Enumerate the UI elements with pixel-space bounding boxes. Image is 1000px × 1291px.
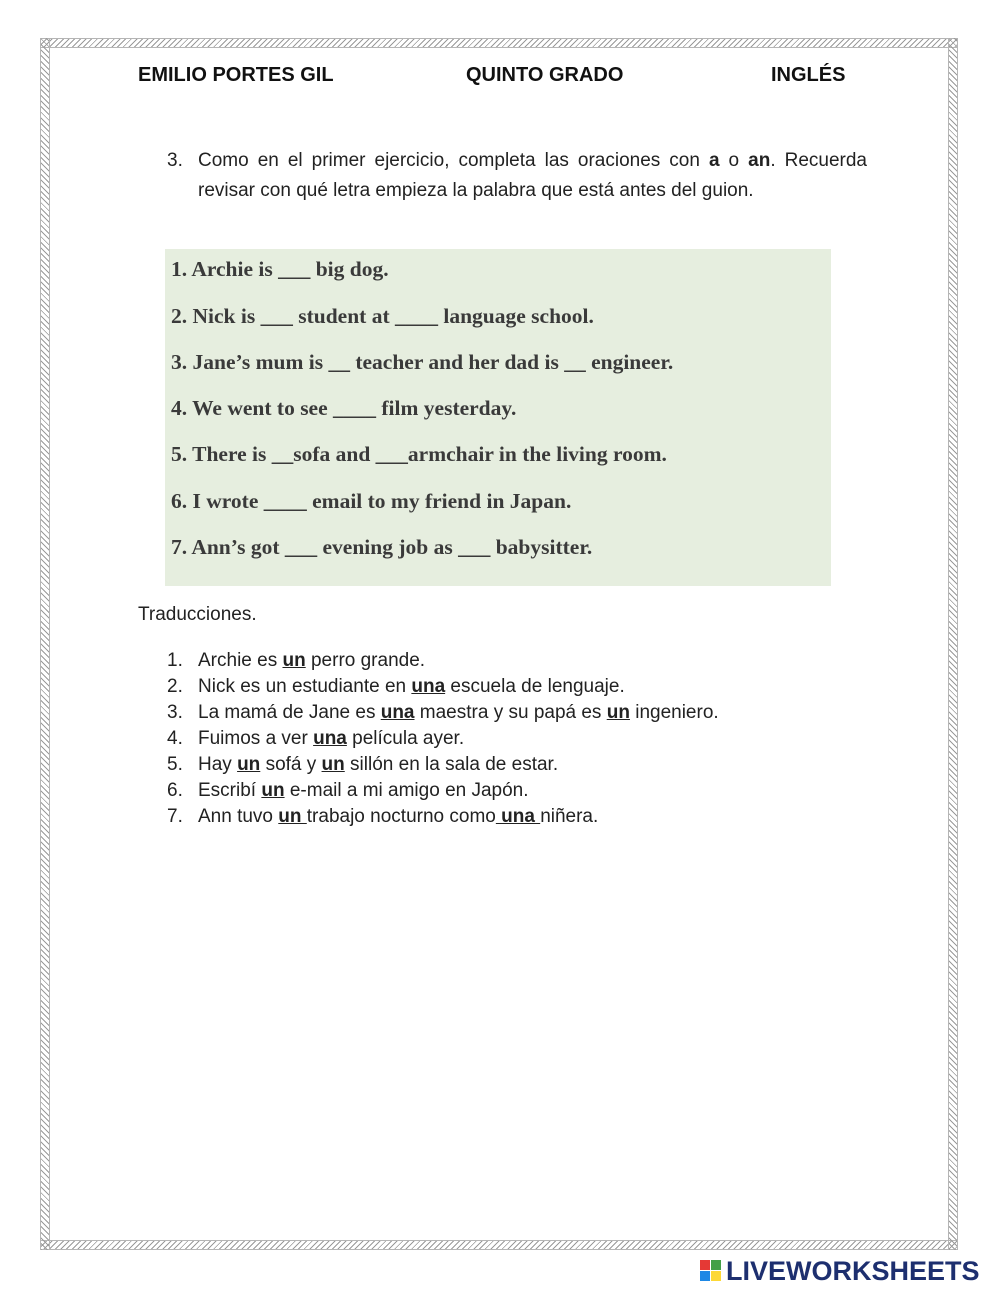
answer: una xyxy=(495,806,541,827)
text: niñera. xyxy=(540,806,599,827)
answer: un xyxy=(606,702,630,723)
border-bottom xyxy=(40,1240,958,1250)
exercise-line: 7. Ann’s got ___ evening job as ___ babysitter. xyxy=(171,535,593,559)
text: trabajo nocturno como xyxy=(306,806,496,827)
text: Ann tuvo xyxy=(198,806,279,827)
logo-square xyxy=(711,1260,721,1270)
grade-label: QUINTO GRADO xyxy=(466,64,624,86)
text: Nick es un estudiante en xyxy=(198,676,412,697)
instruction-text xyxy=(198,146,867,206)
brand-name: LIVEWORKSHEETS xyxy=(726,1255,980,1286)
exercise-line: 1. Archie is ___ big dog. xyxy=(171,257,389,281)
answer: una xyxy=(380,702,415,723)
item-number: 6. xyxy=(167,780,183,801)
text: La mamá de Jane es xyxy=(198,702,381,723)
translation-item xyxy=(167,778,887,804)
exercise-line: 5. There is __sofa and ___armchair in the living room. xyxy=(171,442,667,466)
text: escuela de lenguaje. xyxy=(445,676,625,697)
text: perro grande. xyxy=(305,650,426,671)
answer: un xyxy=(321,754,345,775)
exercise-line: 2. Nick is ___ student at ____ language school. xyxy=(171,304,594,328)
translation-item xyxy=(167,700,887,726)
instruction-bold-a: a xyxy=(708,150,720,171)
border-top xyxy=(40,38,958,48)
school-name: EMILIO PORTES GIL xyxy=(138,64,334,86)
text: e-mail a mi amigo en Japón. xyxy=(284,780,529,801)
item-number: 3. xyxy=(167,702,183,723)
answer: un xyxy=(237,754,261,775)
answer: una xyxy=(411,676,446,697)
instruction-text-part1: Como en el primer ejercicio, completa las oraciones con xyxy=(198,150,709,171)
text: Escribí xyxy=(198,780,262,801)
text: película ayer. xyxy=(346,728,465,749)
border-right xyxy=(948,38,958,1250)
liveworksheets-brand[interactable] xyxy=(700,1256,980,1286)
instruction-bold-an: an xyxy=(748,150,771,171)
text: Archie es xyxy=(198,650,283,671)
text: sillón en la sala de estar. xyxy=(344,754,559,775)
answer: una xyxy=(313,728,347,749)
translation-item xyxy=(167,804,887,830)
instruction-number: 3. xyxy=(167,150,183,171)
translation-item xyxy=(167,648,887,674)
item-number: 4. xyxy=(167,728,183,749)
instructions xyxy=(167,146,867,206)
subject-label: INGLÉS xyxy=(771,64,846,86)
text: Hay xyxy=(198,754,238,775)
border-left xyxy=(40,38,50,1250)
item-number: 1. xyxy=(167,650,183,671)
translations-title: Traducciones. xyxy=(138,604,257,625)
translation-item xyxy=(167,726,887,752)
page-border xyxy=(40,38,958,1250)
logo-square xyxy=(711,1271,721,1281)
text: Fuimos a ver xyxy=(198,728,314,749)
logo-square xyxy=(700,1260,710,1270)
exercise-line: 6. I wrote ____ email to my friend in Japan. xyxy=(171,489,572,513)
answer: un xyxy=(282,650,306,671)
item-number: 5. xyxy=(167,754,183,775)
text: ingeniero. xyxy=(629,702,719,723)
logo-square xyxy=(700,1271,710,1281)
exercise-image xyxy=(165,249,831,586)
instruction-text-or: o xyxy=(719,150,749,171)
translation-item xyxy=(167,752,887,778)
item-number: 2. xyxy=(167,676,183,697)
text: sofá y xyxy=(260,754,322,775)
text: maestra y su papá es xyxy=(414,702,607,723)
translation-item xyxy=(167,674,887,700)
translations-list xyxy=(167,648,887,830)
exercise-line: 3. Jane’s mum is __ teacher and her dad is __ engineer. xyxy=(171,350,674,374)
answer: un xyxy=(278,806,307,827)
liveworksheets-logo-icon xyxy=(700,1260,722,1282)
exercise-line: 4. We went to see ____ film yesterday. xyxy=(171,396,517,420)
answer: un xyxy=(261,780,285,801)
item-number: 7. xyxy=(167,806,183,827)
instruction-text-part2: . Recuerda revisar con qué letra empieza la palabra que está antes del guion. xyxy=(198,150,868,201)
